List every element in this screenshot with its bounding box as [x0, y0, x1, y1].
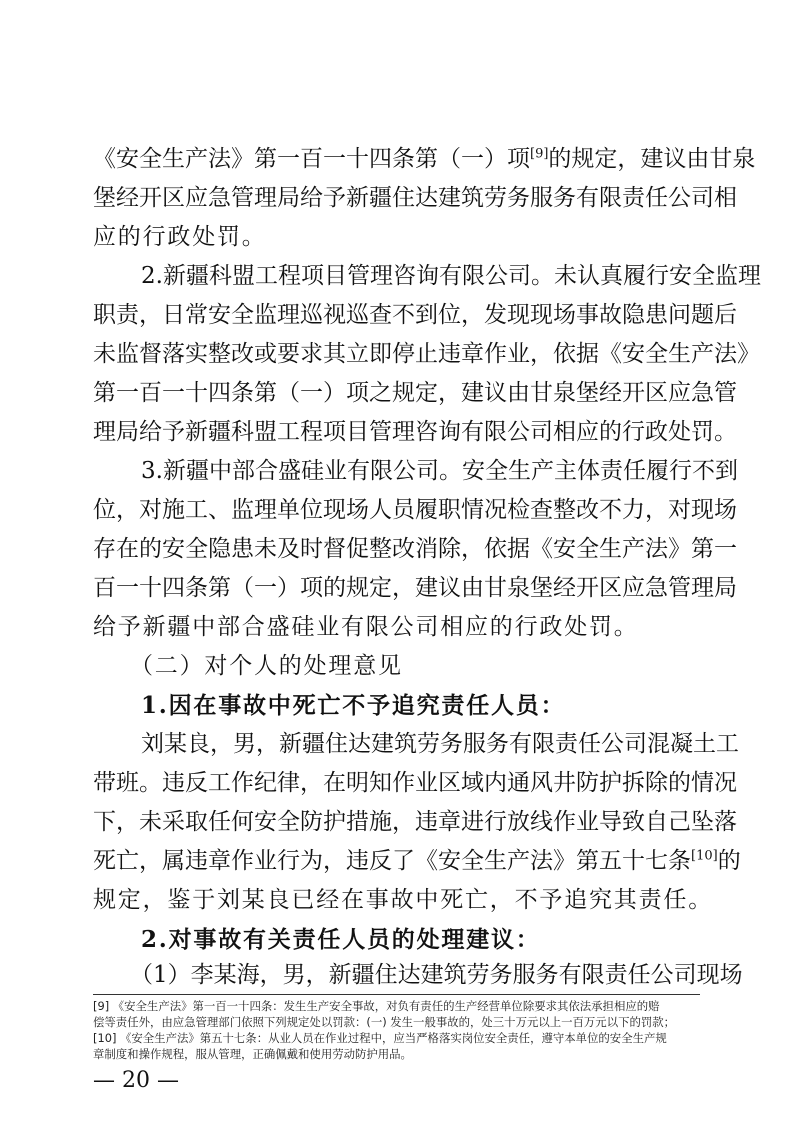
- body-line: 未监督落实整改或要求其立即停止违章作业，依据《安全生产法》: [93, 341, 760, 367]
- body-line: 存在的安全隐患未及时督促整改消除，依据《安全生产法》第一: [93, 536, 737, 562]
- paragraph-liu: 刘某良，男，新疆住达建筑劳务服务有限责任公司混凝土工: [141, 731, 739, 757]
- body-line: 理局给予新疆科盟工程项目管理咨询有限公司相应的行政处罚。: [93, 419, 737, 445]
- footnote-10-line1: [10] 《安全生产法》第五十七条：从业人员在作业过程中，应当严格落实岗位安全责任，遵守本单位的安全生产规: [93, 1031, 667, 1045]
- subheading-deceased: 1.因在事故中死亡不予追究责任人员：: [141, 692, 566, 719]
- footnote-10-line2: 章制度和操作规程，服从管理，正确佩戴和使用劳动防护用品。: [93, 1047, 412, 1061]
- body-line: 职责，日常安全监理巡视巡查不到位，发现现场事故隐患问题后: [93, 302, 737, 328]
- body-line: 规定，鉴于刘某良已经在事故中死亡，不予追究其责任。: [93, 887, 713, 913]
- body-line: 给予新疆中部合盛硅业有限公司相应的行政处罚。: [93, 614, 639, 640]
- body-line: 堡经开区应急管理局给予新疆住达建筑劳务服务有限责任公司相: [93, 185, 737, 211]
- body-line: 下，未采取任何安全防护措施，违章进行放线作业导致自己坠落: [93, 809, 737, 835]
- body-line: 《安全生产法》第一百一十四条第（一）项[9]的规定，建议由甘泉: [93, 146, 756, 172]
- page-number: — 20 —: [93, 1068, 179, 1093]
- body-line: 百一十四条第（一）项的规定，建议由甘泉堡经开区应急管理局: [93, 575, 737, 601]
- section-heading: （二）对个人的处理意见: [130, 653, 403, 679]
- footnote-ref-10: [10]: [691, 848, 718, 864]
- subheading-responsible: 2.对事故有关责任人员的处理建议：: [141, 926, 541, 953]
- footnote-divider: [93, 994, 700, 995]
- body-line: 位，对施工、监理单位现场人员履职情况检查整改不力，对现场: [93, 497, 737, 523]
- body-line: 第一百一十四条第（一）项之规定，建议由甘泉堡经开区应急管: [93, 380, 737, 406]
- body-line: 带班。违反工作纪律，在明知作业区域内通风井防护拆除的情况: [93, 770, 737, 796]
- body-line: 死亡，属违章作业行为，违反了《安全生产法》第五十七条[10]的: [93, 848, 741, 874]
- body-line: 应的行政处罚。: [93, 224, 267, 250]
- paragraph-item-2: 2.新疆科盟工程项目管理咨询有限公司。未认真履行安全监理: [141, 263, 761, 289]
- footnote-9-line2: 偿等责任外，由应急管理部门依照下列规定处以罚款：(一) 发生一般事故的，处三十万元以上一百万元以下的罚款；: [93, 1015, 676, 1029]
- footnote-9-line1: [9] 《安全生产法》第一百一十四条：发生生产安全事故，对负有责任的生产经营单位除要求其依法承担相应的赔: [93, 999, 660, 1013]
- footnote-ref-9: [9]: [530, 146, 549, 162]
- paragraph-item-3: 3.新疆中部合盛硅业有限公司。安全生产主体责任履行不到: [141, 458, 738, 484]
- paragraph-li: （1）李某海，男，新疆住达建筑劳务服务有限责任公司现场: [130, 962, 743, 988]
